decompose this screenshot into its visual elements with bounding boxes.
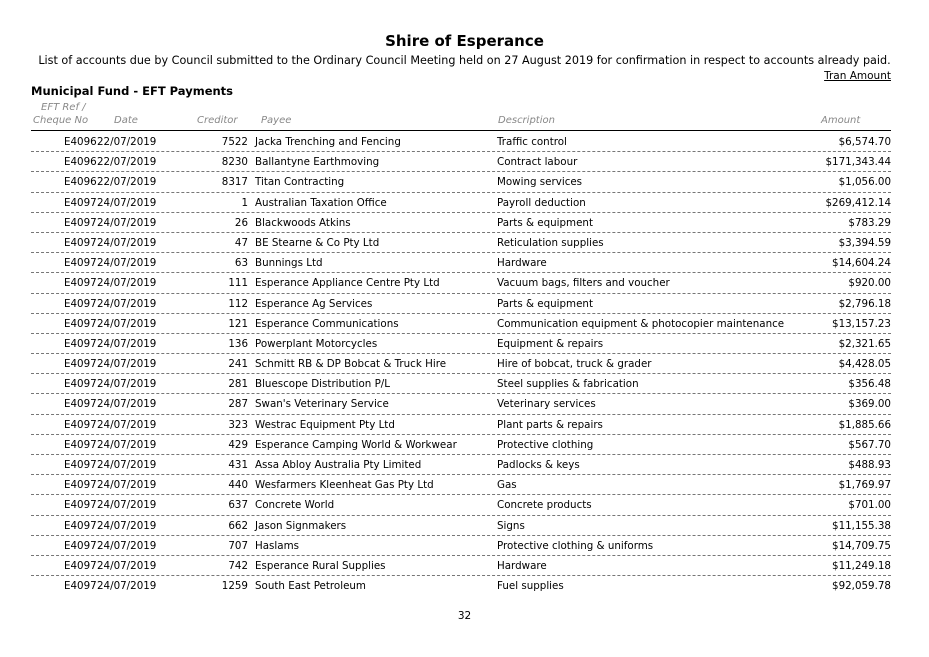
creditor-cell: 47: [234, 236, 248, 249]
table-row: [31, 152, 891, 172]
amount-cell: $488.93: [848, 459, 891, 471]
table-row: [31, 394, 891, 414]
amount-cell: $2,321.65: [838, 337, 891, 350]
date-cell: 24/07/2019: [97, 559, 157, 572]
date-cell: 24/07/2019: [97, 216, 157, 229]
payee-cell: Jason Signmakers: [255, 519, 347, 532]
ref-cell: E4097: [64, 418, 97, 431]
ref-cell: E4096: [64, 136, 97, 148]
ref-cell: E4097: [64, 519, 97, 532]
creditor-cell: 8317: [221, 176, 248, 189]
date-cell: 24/07/2019: [97, 418, 157, 431]
description-cell: Reticulation supplies: [497, 236, 604, 249]
table-row: [31, 516, 891, 536]
description-cell: Hardware: [497, 257, 547, 270]
description-cell: Concrete products: [497, 499, 592, 512]
ref-cell: E4097: [64, 580, 97, 593]
date-cell: 24/07/2019: [97, 317, 157, 330]
amount-cell: $11,155.38: [832, 519, 891, 532]
creditor-cell: 440: [228, 479, 248, 492]
payee-cell: Titan Contracting: [255, 176, 345, 189]
amount-cell: $920.00: [848, 277, 891, 290]
ref-cell: E4097: [64, 277, 97, 290]
table-row: [31, 435, 891, 455]
page-number: 32: [457, 610, 472, 622]
column-header-payee: Payee: [261, 115, 292, 126]
description-cell: Signs: [497, 519, 525, 532]
ref-cell: E4096: [64, 156, 97, 169]
description-cell: Parts & equipment: [497, 216, 593, 229]
date-cell: 22/07/2019: [97, 136, 157, 148]
table-row: [31, 415, 891, 435]
date-cell: 22/07/2019: [97, 156, 157, 169]
date-cell: 24/07/2019: [97, 438, 157, 451]
ref-cell: E4097: [64, 398, 97, 411]
description-cell: Fuel supplies: [497, 580, 564, 593]
table-row: [31, 273, 891, 293]
amount-cell: $11,249.18: [832, 559, 891, 572]
payee-cell: Schmitt RB & DP Bobcat & Truck Hire: [255, 358, 447, 371]
date-cell: 24/07/2019: [97, 519, 157, 532]
amount-cell: $3,394.59: [838, 236, 891, 249]
creditor-cell: 287: [228, 398, 248, 411]
creditor-cell: 429: [228, 438, 248, 451]
payee-cell: Ballantyne Earthmoving: [255, 156, 380, 169]
ref-cell: E4097: [64, 438, 97, 451]
amount-cell: $92,059.78: [832, 580, 891, 593]
table-row: [31, 556, 891, 576]
creditor-cell: 323: [228, 418, 248, 431]
tran-amount-label: Tran Amount: [824, 70, 891, 82]
description-cell: Gas: [497, 479, 517, 492]
ref-cell: E4097: [64, 297, 97, 310]
page-subtitle: List of accounts due by Council submitted to the Ordinary Council Meeting held on 27 August 2019 for confirmation in respect to accounts already paid.: [38, 54, 891, 67]
payee-cell: South East Petroleum: [255, 580, 366, 593]
date-cell: 24/07/2019: [97, 499, 157, 512]
description-cell: Payroll deduction: [497, 196, 586, 209]
table-row: [31, 294, 891, 314]
description-cell: Equipment & repairs: [497, 337, 604, 350]
payee-cell: Esperance Camping World & Workwear: [255, 438, 457, 451]
payee-cell: Bunnings Ltd: [255, 257, 323, 270]
ref-cell: E4097: [64, 479, 97, 492]
payee-cell: Bluescope Distribution P/L: [255, 378, 391, 391]
ref-cell: E4097: [64, 317, 97, 330]
creditor-cell: 431: [228, 459, 248, 471]
date-cell: 24/07/2019: [97, 580, 157, 593]
date-cell: 24/07/2019: [97, 378, 157, 391]
column-header-ref-line2: Cheque No: [33, 115, 89, 126]
description-cell: Veterinary services: [497, 398, 596, 411]
table-row: [31, 374, 891, 394]
amount-cell: $1,769.97: [838, 479, 891, 492]
ref-cell: E4097: [64, 236, 97, 249]
table-row: [31, 233, 891, 253]
creditor-cell: 111: [228, 277, 248, 290]
ref-cell: E4097: [64, 337, 97, 350]
description-cell: Hardware: [497, 559, 547, 572]
page-title: Shire of Esperance: [385, 32, 544, 50]
description-cell: Padlocks & keys: [497, 459, 580, 471]
payee-cell: Wesfarmers Kleenheat Gas Pty Ltd: [255, 479, 434, 492]
payee-cell: Assa Abloy Australia Pty Limited: [255, 459, 422, 471]
creditor-cell: 662: [228, 519, 248, 532]
amount-cell: $6,574.70: [838, 136, 891, 148]
amount-cell: $2,796.18: [838, 297, 891, 310]
date-cell: 24/07/2019: [97, 277, 157, 290]
table-row: [31, 495, 891, 515]
payee-cell: Esperance Appliance Centre Pty Ltd: [255, 277, 440, 290]
amount-cell: $1,885.66: [838, 418, 891, 431]
creditor-cell: 7522: [221, 136, 248, 148]
table-row: [31, 253, 891, 273]
date-cell: 24/07/2019: [97, 398, 157, 411]
creditor-cell: 241: [228, 358, 248, 371]
payee-cell: Concrete World: [255, 499, 335, 512]
payee-cell: Powerplant Motorcycles: [255, 337, 378, 350]
date-cell: 24/07/2019: [97, 459, 157, 471]
creditor-cell: 742: [228, 559, 248, 572]
header-rule: [31, 130, 891, 131]
description-cell: Mowing services: [497, 176, 583, 189]
ref-cell: E4097: [64, 459, 97, 471]
payee-cell: Swan's Veterinary Service: [255, 398, 389, 411]
amount-cell: $1,056.00: [838, 176, 891, 189]
ref-cell: E4097: [64, 559, 97, 572]
description-cell: Protective clothing: [497, 438, 594, 451]
table-row: [31, 213, 891, 233]
ref-cell: E4097: [64, 539, 97, 552]
ref-cell: E4097: [64, 196, 97, 209]
creditor-cell: 8230: [221, 156, 248, 169]
amount-cell: $13,157.23: [832, 317, 891, 330]
payee-cell: Esperance Rural Supplies: [255, 559, 386, 572]
description-cell: Communication equipment & photocopier maintenance: [497, 317, 785, 330]
amount-cell: $701.00: [848, 499, 891, 512]
creditor-cell: 1259: [221, 580, 248, 593]
date-cell: 24/07/2019: [97, 479, 157, 492]
amount-cell: $783.29: [848, 216, 891, 229]
date-cell: 22/07/2019: [97, 176, 157, 189]
amount-cell: $269,412.14: [825, 196, 891, 209]
table-row: [31, 132, 891, 152]
column-header-date: Date: [114, 115, 138, 126]
description-cell: Protective clothing & uniforms: [497, 539, 654, 552]
amount-cell: $567.70: [848, 438, 891, 451]
date-cell: 24/07/2019: [97, 297, 157, 310]
amount-cell: $4,428.05: [838, 358, 891, 371]
creditor-cell: 637: [228, 499, 248, 512]
amount-cell: $369.00: [848, 398, 891, 411]
amount-cell: $356.48: [848, 378, 891, 391]
description-cell: Plant parts & repairs: [497, 418, 603, 431]
date-cell: 24/07/2019: [97, 257, 157, 270]
ref-cell: E4097: [64, 257, 97, 270]
amount-cell: $14,604.24: [832, 257, 891, 270]
ref-cell: E4097: [64, 358, 97, 371]
creditor-cell: 1: [241, 196, 248, 209]
payee-cell: Esperance Ag Services: [255, 297, 373, 310]
creditor-cell: 26: [234, 216, 248, 229]
ref-cell: E4097: [64, 499, 97, 512]
description-cell: Traffic control: [497, 136, 567, 148]
table-row: [31, 334, 891, 354]
table-row: [31, 354, 891, 374]
payee-cell: Haslams: [255, 539, 299, 552]
description-cell: Steel supplies & fabrication: [497, 378, 639, 391]
creditor-cell: 112: [228, 297, 248, 310]
table-row: [31, 576, 891, 595]
table-row: [31, 193, 891, 213]
column-header-ref-line1: EFT Ref /: [41, 102, 86, 113]
table-row: [31, 475, 891, 495]
date-cell: 24/07/2019: [97, 539, 157, 552]
creditor-cell: 281: [228, 378, 248, 391]
payee-cell: BE Stearne & Co Pty Ltd: [255, 236, 380, 249]
column-header-amount: Amount: [821, 115, 861, 126]
section-heading: Municipal Fund - EFT Payments: [31, 84, 234, 98]
description-cell: Hire of bobcat, truck & grader: [497, 358, 652, 371]
description-cell: Contract labour: [497, 156, 578, 169]
table-row: [31, 455, 891, 475]
payee-cell: Jacka Trenching and Fencing: [255, 136, 401, 148]
column-header-creditor: Creditor: [197, 115, 238, 126]
creditor-cell: 707: [228, 539, 248, 552]
payee-cell: Westrac Equipment Pty Ltd: [255, 418, 395, 431]
ref-cell: E4096: [64, 176, 97, 189]
date-cell: 24/07/2019: [97, 337, 157, 350]
column-header-description: Description: [498, 115, 555, 126]
creditor-cell: 63: [234, 257, 248, 270]
creditor-cell: 121: [228, 317, 248, 330]
amount-cell: $171,343.44: [825, 156, 891, 169]
payments-table: [31, 132, 891, 595]
creditor-cell: 136: [228, 337, 248, 350]
table-row: [31, 314, 891, 334]
ref-cell: E4097: [64, 378, 97, 391]
table-row: [31, 536, 891, 556]
amount-cell: $14,709.75: [832, 539, 891, 552]
payee-cell: Esperance Communications: [255, 317, 399, 330]
date-cell: 24/07/2019: [97, 236, 157, 249]
date-cell: 24/07/2019: [97, 358, 157, 371]
payee-cell: Australian Taxation Office: [255, 196, 387, 209]
description-cell: Vacuum bags, filters and voucher: [497, 277, 670, 290]
ref-cell: E4097: [64, 216, 97, 229]
date-cell: 24/07/2019: [97, 196, 157, 209]
payee-cell: Blackwoods Atkins: [255, 216, 351, 229]
table-row: [31, 172, 891, 192]
description-cell: Parts & equipment: [497, 297, 593, 310]
